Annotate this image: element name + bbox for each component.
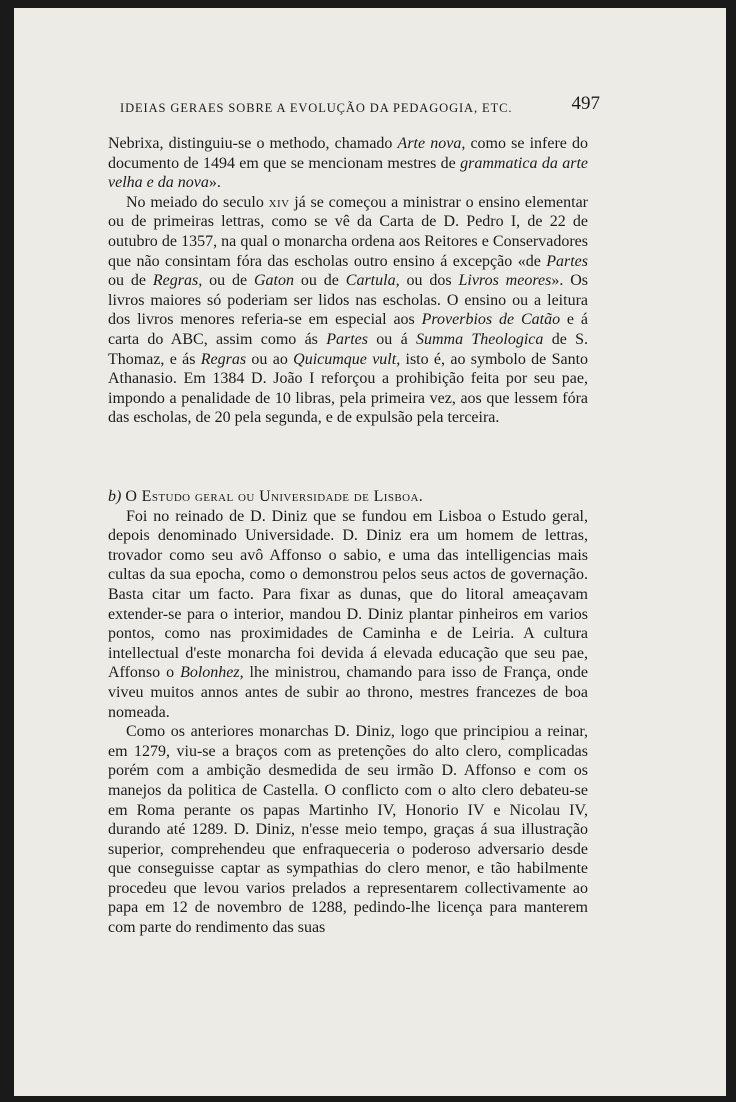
- paragraph-nebrixa: [108, 134, 588, 193]
- text-block-lower: [108, 487, 588, 938]
- italic-run: Bolonhez,: [180, 664, 244, 682]
- text-run: e á carta do ABC, assim como ás: [108, 311, 588, 348]
- text-run: lhe ministrou, chamando para isso de França, onde viveu muitos annos antes de subir ao throno, mestres francezes de boa nomeada.: [108, 664, 589, 721]
- text-run: ou de: [108, 272, 153, 290]
- text-run: No meiado do seculo: [126, 193, 269, 211]
- text-run: ». Os livros maiores só poderiam ser lidos nas escholas. O ensino ou a leitura dos livros menores referia-se em especial aos: [108, 272, 588, 329]
- text-run: Foi no reinado de D. Diniz que se fundou em Lisboa o Estudo geral, depois denominado Universidade. D. Diniz era um homem de lettras, trovador como seu avô Affonso o sabio, e uma das intelligencias mais cultas da sua epocha, como o demonstrou pelos seus actos de governação. Basta citar um facto. Para fixar as dunas, que do litoral ameaçavam extender-se para o interior, mandou D. Diniz plantar pinheiros em varios pontos, como nas proximidades de Caminha e de Leiria. A cultura intellectual d'este monarcha foi devida á elevada educação que seu pae, Affonso o: [108, 507, 588, 682]
- italic-run: Livros meores: [458, 272, 552, 290]
- italic-run: Quicumque vult,: [293, 350, 401, 368]
- italic-run: grammatica da arte velha e da nova: [108, 154, 588, 192]
- paragraph-alto-clero: [108, 722, 588, 938]
- paragraph-estudo-geral: [108, 507, 588, 723]
- italic-run: Gaton: [254, 272, 294, 290]
- text-run: Como os anteriores monarchas D. Diniz, logo que principiou a reinar, em 1279, viu-se a braços com as pretenções do alto clero, complicadas porém com a ambição desmedida de seu irmão D. Affonso e com os manejos da politica de Castella. O conflicto com o alto clero debateu-se em Roma perante os papas Martinho IV, Honorio IV e Nicolau IV, durando até 1289. D. Diniz, n'esse meio tempo, graças á sua illustração superior, comprehendeu que enfraqueceria o poderoso adversario desde que conseguisse captar as sympathias do clero menor, e tão habilmente procedeu que levou varios prelados a representarem collectivamente ao papa em 12 de novembro de 1288, pedindo-lhe licença para manterem com parte do rendimento das suas: [108, 723, 588, 937]
- text-run: já se começou a ministrar o ensino elementar ou de primeiras lettras, como se vê da Carta de D. Pedro I, de 22 de outubro de 1357, na qual o monarcha ordena aos Reitores e Conservadores que não consintam fóra das escholas outro ensino á excepção «de: [108, 193, 588, 270]
- book-page: [14, 8, 726, 1096]
- italic-run: Proverbios de Catão: [421, 311, 561, 329]
- section-title: O Estudo geral ou Universidade de Lisboa.: [125, 488, 424, 505]
- italic-run: Regras: [200, 350, 247, 368]
- italic-run: Partes: [326, 330, 368, 348]
- section-heading: [108, 487, 588, 507]
- text-run: de S. Thomaz, e ás: [108, 330, 588, 368]
- text-run: isto é, ao symbolo de Santo Athanasio. Em 1384 D. João I reforçou a prohibição feita por seu pae, impondo a penalidade de 10 libras, pela primeira vez, aos que lessem fóra das escholas, de 20 pela segunda, e de expulsão pela terceira.: [108, 350, 589, 427]
- italic-run: Partes: [546, 252, 588, 270]
- italic-run: Arte nova,: [397, 135, 466, 152]
- text-run: como se infere do documento de 1494 em que se mencionam mestres de: [108, 135, 588, 172]
- italic-run: Summa Theologica: [415, 330, 544, 348]
- italic-run: Regras,: [152, 272, 203, 290]
- page-number: 497: [571, 93, 600, 114]
- text-run: ou á: [367, 330, 416, 348]
- text-run: ou ao: [246, 350, 294, 368]
- running-title: IDEIAS GERAES SOBRE A EVOLUÇÃO DA PEDAGOGIA, ETC.: [120, 101, 513, 115]
- running-header: [120, 93, 600, 123]
- text-run: ou dos: [399, 272, 459, 290]
- section-marker: b): [108, 488, 122, 505]
- text-block-upper: [108, 134, 588, 428]
- text-run: ou de: [202, 272, 254, 290]
- century-numeral: xiv: [268, 193, 290, 211]
- italic-run: Cartula,: [345, 272, 400, 290]
- text-run: Nebrixa, distinguiu-se o methodo, chamado: [108, 135, 398, 152]
- text-run: ».: [208, 174, 221, 192]
- text-run: ou de: [294, 272, 346, 290]
- paragraph-seculo-xiv: [108, 193, 588, 428]
